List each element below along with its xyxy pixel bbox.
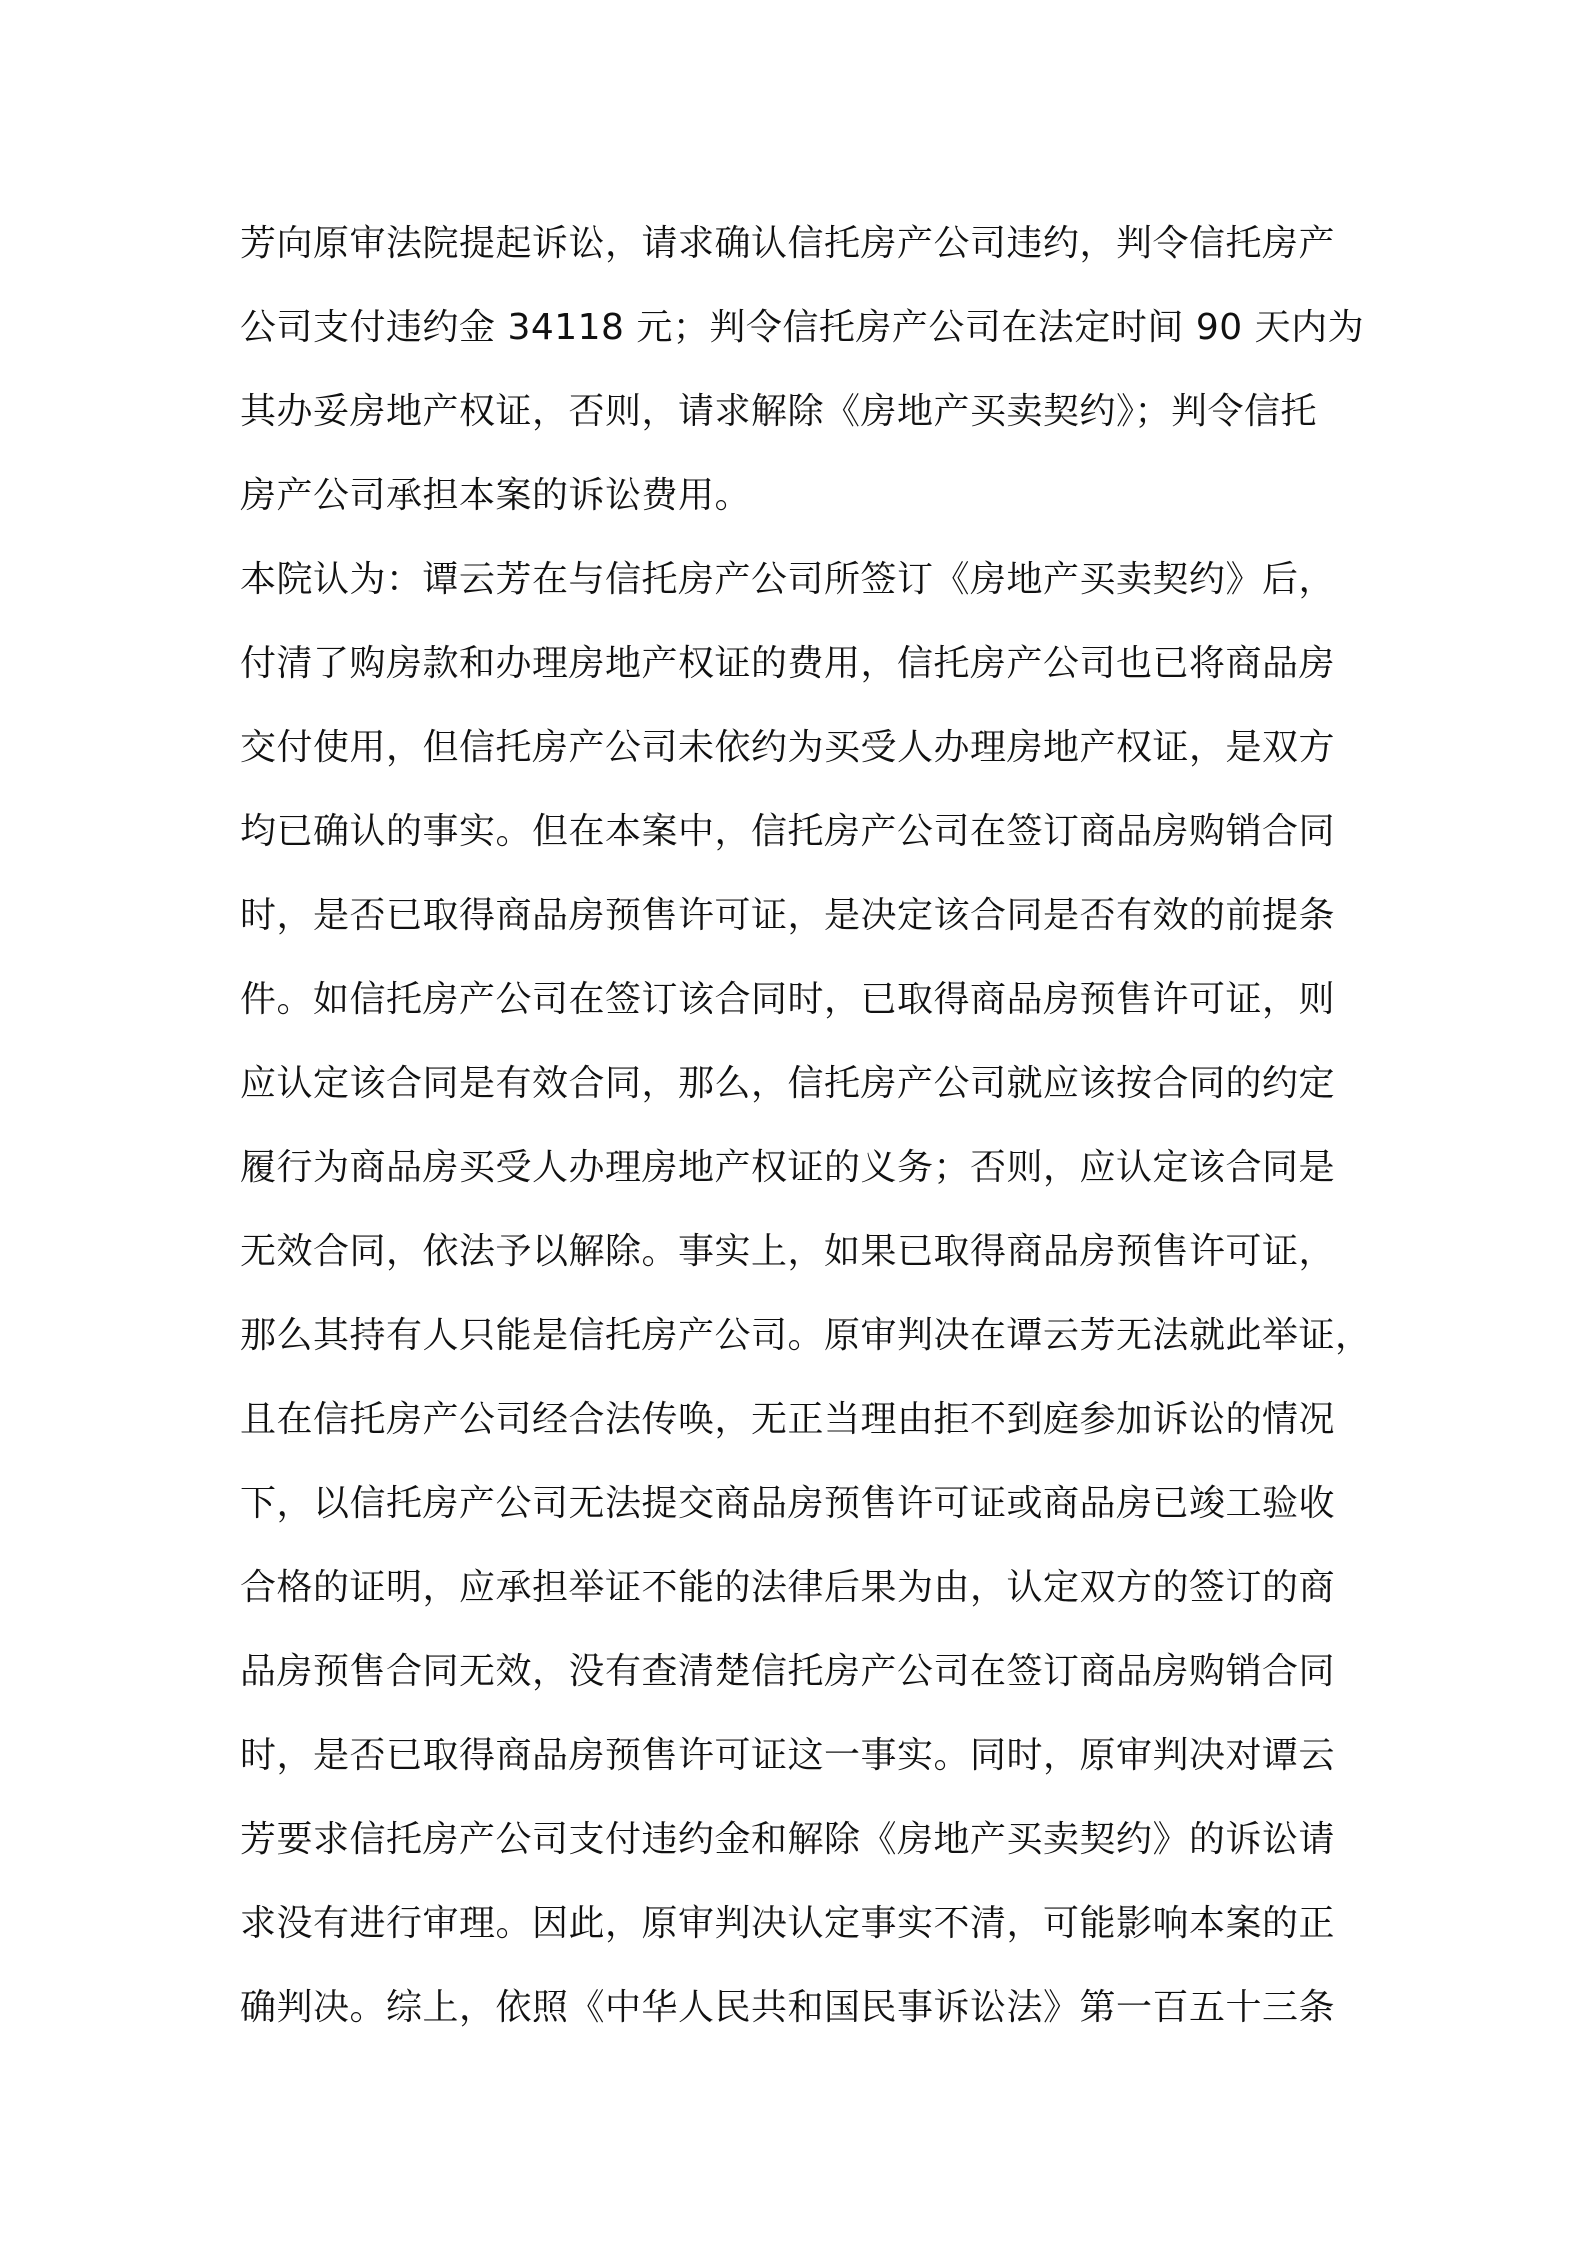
paragraph-start: 本院认为：谭云芳在与信托房产公司所签订《房地产买卖契约》后， [240, 559, 1336, 600]
text-line: 其办妥房地产权证，否则，请求解除《房地产买卖契约》；判令信托 [240, 391, 1318, 432]
text-line: 件。如信托房产公司在签订该合同时，已取得商品房预售许可证，则 [240, 979, 1336, 1020]
document-body [240, 202, 1390, 2050]
text-line: 确判决。综上，依照《中华人民共和国民事诉讼法》第一百五十三条 [240, 1987, 1336, 2028]
text-line: 且在信托房产公司经合法传唤，无正当理由拒不到庭参加诉讼的情况 [240, 1399, 1336, 1440]
text-line: 芳向原审法院提起诉讼，请求确认信托房产公司违约，判令信托房产 [240, 223, 1336, 264]
text-line: 芳要求信托房产公司支付违约金和解除《房地产买卖契约》的诉讼请 [240, 1819, 1336, 1860]
text-line: 房产公司承担本案的诉讼费用。 [240, 475, 752, 516]
text-line: 付清了购房款和办理房地产权证的费用，信托房产公司也已将商品房 [240, 643, 1336, 684]
text-line: 应认定该合同是有效合同，那么，信托房产公司就应该按合同的约定 [240, 1063, 1336, 1104]
text-line: 公司支付违约金 34118 元；判令信托房产公司在法定时间 90 天内为 [240, 307, 1365, 348]
text-line: 均已确认的事实。但在本案中，信托房产公司在签订商品房购销合同 [240, 811, 1336, 852]
text-line: 品房预售合同无效，没有查清楚信托房产公司在签订商品房购销合同 [240, 1651, 1336, 1692]
text-line: 时，是否已取得商品房预售许可证，是决定该合同是否有效的前提条 [240, 895, 1336, 936]
text-line: 合格的证明，应承担举证不能的法律后果为由，认定双方的签订的商 [240, 1567, 1336, 1608]
text-line: 那么其持有人只能是信托房产公司。原审判决在谭云芳无法就此举证， [240, 1315, 1372, 1356]
text-line: 交付使用，但信托房产公司未依约为买受人办理房地产权证，是双方 [240, 727, 1336, 768]
text-line: 时，是否已取得商品房预售许可证这一事实。同时，原审判决对谭云 [240, 1735, 1336, 1776]
text-line: 履行为商品房买受人办理房地产权证的义务；否则，应认定该合同是 [240, 1147, 1336, 1188]
text-line: 下，以信托房产公司无法提交商品房预售许可证或商品房已竣工验收 [240, 1483, 1336, 1524]
text-line: 求没有进行审理。因此，原审判决认定事实不清，可能影响本案的正 [240, 1903, 1336, 1944]
text-line: 无效合同，依法予以解除。事实上，如果已取得商品房预售许可证， [240, 1231, 1336, 1272]
